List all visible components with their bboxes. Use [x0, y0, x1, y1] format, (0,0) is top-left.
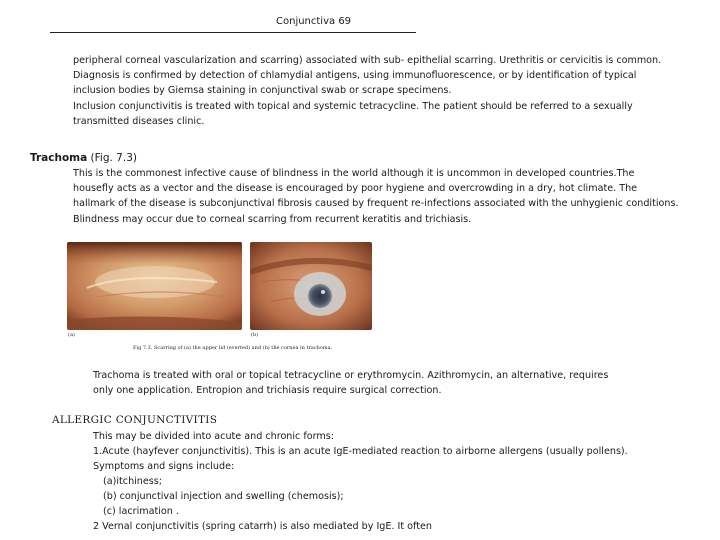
text-line: peripheral corneal vascularization and scarring) associated with sub- epithelial scarring. Urethritis or cervicitis is common.	[73, 55, 662, 66]
figure-caption: Fig 7.3. Scarring of (a) the upper lid (everted) and (b) the cornea in trachoma.	[133, 345, 333, 351]
figure-label-a: (a)	[68, 332, 75, 338]
treatment-paragraph	[93, 368, 653, 398]
intro-paragraph	[73, 53, 688, 129]
heading-text: Trachoma	[30, 152, 88, 164]
running-header-text: Conjunctiva 69	[276, 16, 352, 27]
text-line: hallmark of the disease is subconjunctival fibrosis caused by frequent re-infections associated with the unhygienic conditions.	[73, 198, 679, 210]
text-line: Inclusion conjunctivitis is treated with topical and systemic tetracycline. The patient should be referred to a sexually	[73, 100, 633, 112]
figure-reference: (Fig. 7.3)	[87, 152, 137, 164]
text-line: Blindness may occur due to corneal scarring from recurrent keratitis and trichiasis.	[73, 213, 472, 225]
text-line: Diagnosis is confirmed by detection of chlamydial antigens, using immunofluorescence, or by identification of typical	[73, 70, 637, 82]
trachoma-paragraph	[73, 166, 688, 227]
text-line: transmitted diseases clinic.	[73, 115, 205, 127]
cornea-image	[250, 242, 372, 330]
text-line: Symptoms and signs include:	[93, 461, 235, 472]
text-line: inclusion bodies by Giemsa staining in conjunctival swab or scrape specimens.	[73, 85, 452, 97]
text-line: 1.Acute (hayfever conjunctivitis). This is an acute IgE-mediated reaction to airborne allergens (usually pollens).	[93, 446, 628, 457]
everted-lid-image	[67, 242, 242, 330]
text-line: This is the commonest infective cause of blindness in the world although it is uncommon in developed countries.The	[73, 168, 635, 179]
running-header	[50, 14, 416, 33]
photo-cornea	[250, 242, 372, 330]
list-item: (b) conjunctival injection and swelling (chemosis);	[103, 491, 344, 502]
section-heading-allergic: ALLERGIC CONJUNCTIVITIS	[52, 414, 218, 426]
section-heading-trachoma	[30, 152, 137, 164]
text-line: housefly acts as a vector and the disease is encouraged by poor hygiene and overcrowding in a dry, hot climate. The	[73, 183, 638, 195]
figure-label-b: (b)	[251, 332, 259, 338]
list-item: (c) lacrimation .	[103, 506, 179, 517]
text-line: Trachoma is treated with oral or topical tetracycline or erythromycin. Azithromycin, an alternative, requires	[93, 370, 609, 381]
list-item: (a)itchiness;	[103, 476, 163, 487]
photo-everted-upper-lid	[67, 242, 242, 330]
allergic-block	[93, 429, 628, 534]
text-line: This may be divided into acute and chronic forms:	[93, 431, 334, 442]
text-line: 2 Vernal conjunctivitis (spring catarrh) is also mediated by IgE. It often	[93, 521, 432, 532]
text-line: only one application. Entropion and trichiasis require surgical correction.	[93, 385, 442, 397]
